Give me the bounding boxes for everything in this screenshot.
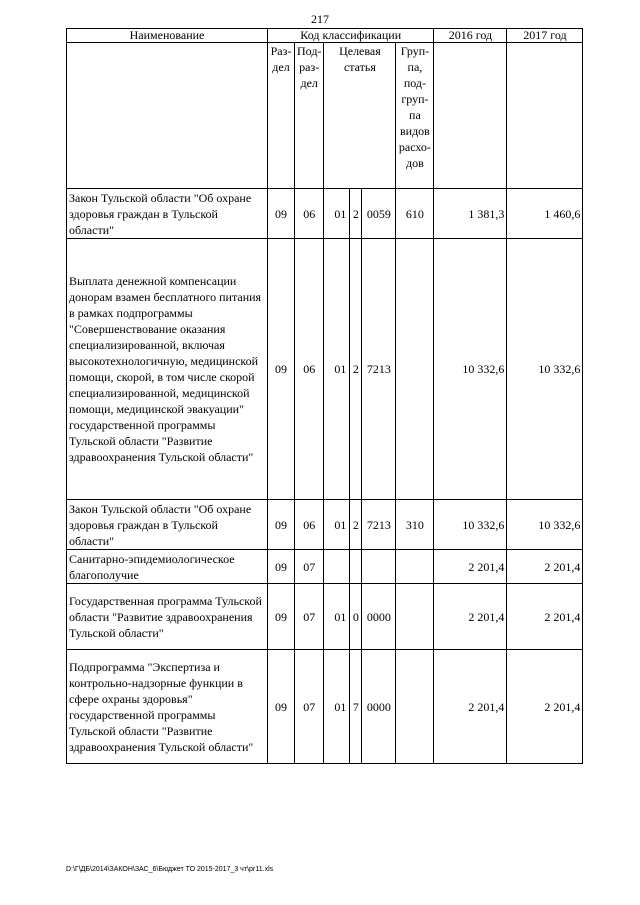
row-value-2016: 1 381,3 [434, 189, 507, 239]
row-razdel: 09 [268, 584, 295, 650]
row-name: Подпрограмма "Экспертиза и контрольно-надзорные функции в сфере охраны здоровья" государственной программы Тульской области "Развитие здравоохранения Тульской области" [67, 650, 268, 764]
row-podrazdel: 06 [295, 189, 324, 239]
header-classification-code: Код классификации [268, 29, 434, 43]
row-razdel: 09 [268, 239, 295, 500]
row-name: Выплата денежной компенсации донорам взамен бесплатного питания в рамках подпрограммы "Совершенствование оказания специализированной, включая высокотехнологичную, медицинской помощи, скорой, в том числе скорой специализированной, медицинской помощи, медицинской эвакуации" государственной программы Тульской области "Развитие здравоохранения Тульской области" [67, 239, 268, 500]
row-podrazdel: 07 [295, 584, 324, 650]
header-name-spacer [67, 43, 268, 189]
header-year-2016-spacer [434, 43, 507, 189]
table-row [67, 500, 583, 550]
row-target-program: 01 [324, 650, 350, 764]
row-target-direction: 7213 [362, 500, 396, 550]
row-value-2016: 2 201,4 [434, 650, 507, 764]
header-year-2017: 2017 год [507, 29, 583, 43]
header-year-2017-spacer [507, 43, 583, 189]
row-target-subprogram: 2 [350, 189, 362, 239]
row-target-subprogram [350, 550, 362, 584]
table-row [67, 584, 583, 650]
row-expense-group: 310 [396, 500, 434, 550]
row-name: Закон Тульской области "Об охране здоровья граждан в Тульской области" [67, 500, 268, 550]
row-target-subprogram: 2 [350, 500, 362, 550]
row-target-direction: 0000 [362, 584, 396, 650]
header-expense-group: Груп- па, под- груп- па видов расхо- дов [396, 43, 434, 189]
row-podrazdel: 07 [295, 550, 324, 584]
row-expense-group [396, 239, 434, 500]
row-target-direction: 0000 [362, 650, 396, 764]
row-target-subprogram: 2 [350, 239, 362, 500]
header-target-article: Целевая статья [324, 43, 396, 189]
page-number: 217 [311, 12, 329, 26]
row-target-subprogram: 0 [350, 584, 362, 650]
table-row [67, 189, 583, 239]
row-podrazdel: 07 [295, 650, 324, 764]
row-target-subprogram: 7 [350, 650, 362, 764]
row-value-2016: 10 332,6 [434, 239, 507, 500]
row-value-2017: 2 201,4 [507, 550, 583, 584]
header-razdel: Раз- дел [268, 43, 295, 189]
header-podrazdel: Под- раз- дел [295, 43, 324, 189]
table-row [67, 650, 583, 764]
row-name: Закон Тульской области "Об охране здоровья граждан в Тульской области" [67, 189, 268, 239]
table-row [67, 550, 583, 584]
row-value-2017: 2 201,4 [507, 584, 583, 650]
row-value-2017: 1 460,6 [507, 189, 583, 239]
row-podrazdel: 06 [295, 239, 324, 500]
row-expense-group [396, 550, 434, 584]
row-expense-group: 610 [396, 189, 434, 239]
row-value-2016: 10 332,6 [434, 500, 507, 550]
row-target-program [324, 550, 350, 584]
header-year-2016: 2016 год [434, 29, 507, 43]
row-target-direction: 0059 [362, 189, 396, 239]
row-target-program: 01 [324, 239, 350, 500]
row-target-direction: 7213 [362, 239, 396, 500]
row-value-2016: 2 201,4 [434, 584, 507, 650]
row-value-2017: 2 201,4 [507, 650, 583, 764]
row-razdel: 09 [268, 650, 295, 764]
row-razdel: 09 [268, 189, 295, 239]
row-value-2017: 10 332,6 [507, 500, 583, 550]
table-row [67, 239, 583, 500]
row-target-direction [362, 550, 396, 584]
row-razdel: 09 [268, 500, 295, 550]
budget-table [66, 28, 583, 764]
row-target-program: 01 [324, 584, 350, 650]
row-expense-group [396, 650, 434, 764]
row-value-2016: 2 201,4 [434, 550, 507, 584]
row-expense-group [396, 584, 434, 650]
file-path-footer: D:\Г\ДБ\2014\ЗАКОН\ЗАС_6\Бюджет ТО 2015-2017_3 чт\рг11.xls [66, 866, 274, 873]
row-razdel: 09 [268, 550, 295, 584]
row-name: Санитарно-эпидемиологическое благополучие [67, 550, 268, 584]
row-value-2017: 10 332,6 [507, 239, 583, 500]
row-target-program: 01 [324, 189, 350, 239]
row-name: Государственная программа Тульской области "Развитие здравоохранения Тульской области" [67, 584, 268, 650]
header-name: Наименование [67, 29, 268, 43]
row-podrazdel: 06 [295, 500, 324, 550]
row-target-program: 01 [324, 500, 350, 550]
